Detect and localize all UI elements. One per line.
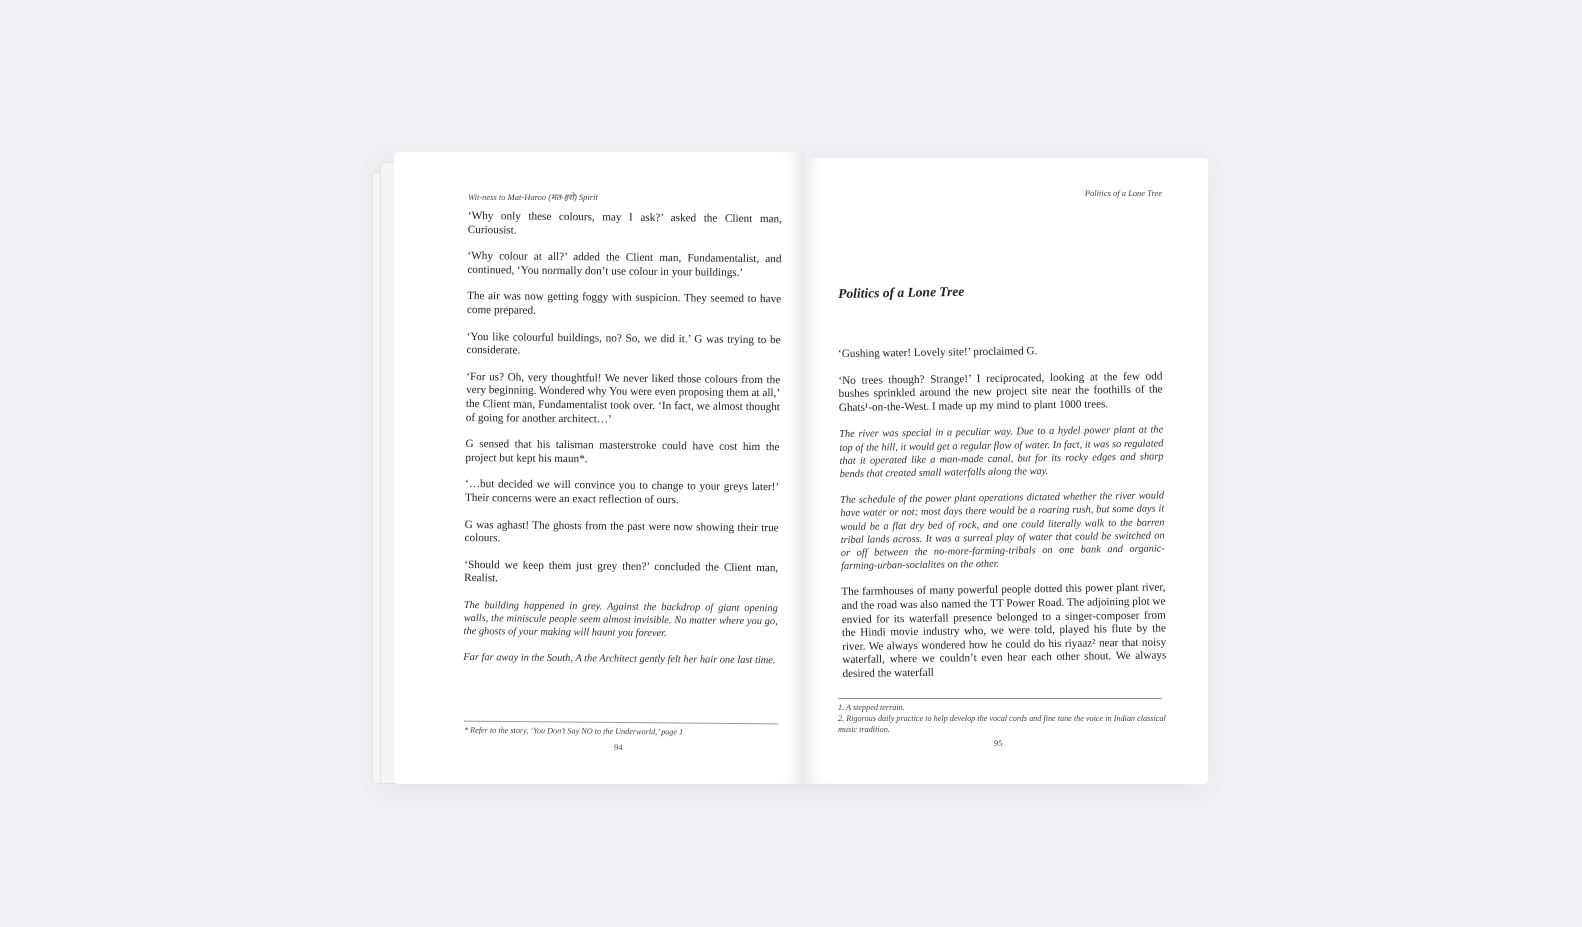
paragraph: G sensed that his talisman masterstroke could have cost him the project but kept his maun*. (465, 438, 780, 465)
paragraph: The farmhouses of many powerful people dotted this power plant river, and the road was also named the TT Power Road. The adjoining plot we envied for its waterfall presence belonged to a singer-composer from the Hindi movie industry who, we were told, played his flute by the river. We always wondered how he could do his riyaaz² near that noisy waterfall, where we couldn’t even hear each other shout. We always desired the waterfall (841, 581, 1167, 680)
left-body-text (463, 210, 782, 681)
chapter-title: Politics of a Lone Tree (838, 283, 965, 301)
paragraph: Far far away in the South, A the Architect gently felt her hair one last time. (463, 652, 776, 667)
footnote-2: 2. Rigorous daily practice to help develop the vocal cords and fine tune the voice in Indian classical music tradition. (838, 714, 1166, 734)
open-book (372, 150, 1210, 790)
paragraph: ‘Why only these colours, may I ask?’ asked the Client man, Curiousist. (467, 210, 782, 237)
paragraph: G was aghast! The ghosts from the past were now showing their true colours. (464, 518, 779, 545)
paragraph: ‘Gushing water! Lovely site!’ proclaimed G. (838, 345, 1038, 360)
paragraph: ‘…but decided we will convince you to change to your greys later!’ Their concerns were an exact reflection of ours. (464, 478, 780, 507)
running-header-right: Politics of a Lone Tree (1084, 188, 1162, 198)
footnote: * Refer to the story, ‘You Don’t Say NO to the Underworld,’ page 1 (463, 725, 684, 737)
paragraph: The river was special in a peculiar way. Due to a hydel power plant at the top of the hill, it would get a regular flow of water. In fact, it was so regulated that it operated like a man-made canal, but for its rocky edges and sharp bends that created small waterfalls along the way. (839, 424, 1164, 480)
paragraph: ‘Why colour at all?’ added the Client man, Fundamentalist, and continued, ‘You normally don’t use colour in your buildings.’ (467, 250, 782, 279)
page-number-left: 94 (614, 742, 623, 752)
right-body-text (838, 343, 1167, 694)
paragraph: ‘Should we keep them just grey then?’ concluded the Client man, Realist. (464, 558, 779, 585)
paragraph: ‘No trees though? Strange!’ I reciprocated, looking at the few odd bushes sprinkled around the new project site near the foothills of the Ghats¹-on-the-West. I made up my mind to plant 1000 trees. (838, 370, 1163, 414)
paragraph: The air was now getting foggy with suspicion. They seemed to have come prepared. (466, 290, 782, 317)
right-page (804, 158, 1208, 784)
left-page (394, 152, 804, 784)
paragraph: The building happened in grey. Against the backdrop of giant opening walls, the miniscule people seem almost invisible. No matter where you go, the ghosts of your making will haunt you forever. (463, 599, 778, 640)
paragraph: The schedule of the power plant operations dictated whether the river would have water or not; most days there would be a roaring rush, but some days it would be a flat dry bed of rock, and one could literally walk to the barren tribal lands across. It was a surreal play of water that could be switched on or off between the no-more-farming-tribals on one bank and organic-farming-urban-socialites on the other. (840, 490, 1165, 573)
footnote-rule (838, 698, 1162, 699)
paragraph: ‘You like colourful buildings, no? So, we did it.’ G was trying to be considerate. (466, 330, 781, 357)
running-header-left: Wit-ness to Mat-Haroo (मत-हरो) Spirit (468, 192, 598, 202)
paragraph: ‘For us? Oh, very thoughtful! We never liked those colours from the very beginning. Wondered why You were even proposing them at all,’ the Client man, Fundamentalist took over. ‘In fact, we almost thought of going for another architect…’ (465, 370, 781, 426)
footnote-rule (464, 721, 778, 725)
page-number-right: 95 (994, 738, 1003, 748)
footnote-1: 1. A stepped terrain. (838, 703, 905, 712)
